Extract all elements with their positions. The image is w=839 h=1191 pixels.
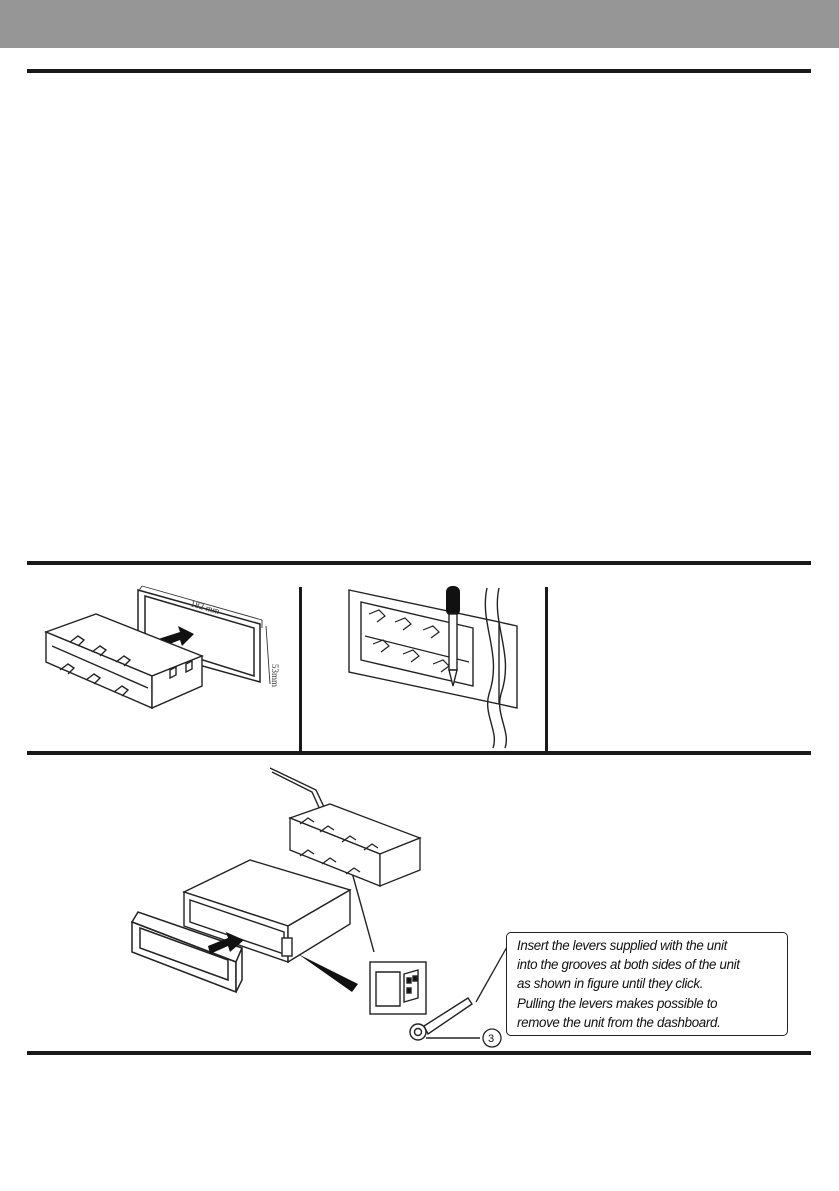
callout-line-1: Insert the levers supplied with the unit — [517, 938, 727, 954]
step-number-text: 3 — [488, 1033, 495, 1045]
mounting-sleeve — [46, 614, 202, 708]
installation-section-top-divider — [27, 561, 811, 565]
callout-line-2: into the grooves at both sides of the unit — [517, 957, 740, 974]
page-header-band — [0, 0, 839, 48]
height-dimension-line — [266, 626, 270, 684]
bend-tabs-figure — [303, 584, 543, 750]
figure-separator-2 — [545, 587, 548, 753]
callout-line-5: remove the unit from the dashboard. — [517, 1014, 721, 1031]
mounting-sleeve-figure — [30, 584, 298, 750]
height-dimension-label: 53mm — [270, 664, 280, 688]
lever-detail-inset — [370, 962, 426, 1014]
callout-line-4: Pulling the levers makes possible to — [517, 995, 718, 1012]
width-dimension-label: 182 mm — [189, 598, 221, 617]
top-divider — [27, 69, 811, 73]
figure-row-divider — [27, 751, 811, 755]
detail-pointer-wedge — [298, 954, 358, 992]
sleeve-upper — [290, 804, 420, 886]
step-number-badge — [483, 1029, 501, 1047]
lever-instruction-callout — [506, 932, 788, 1036]
callout-line-3: as shown in figure until they click. — [517, 976, 704, 993]
unit-removal-figure — [120, 762, 510, 1052]
figure-separator-1 — [299, 587, 302, 753]
